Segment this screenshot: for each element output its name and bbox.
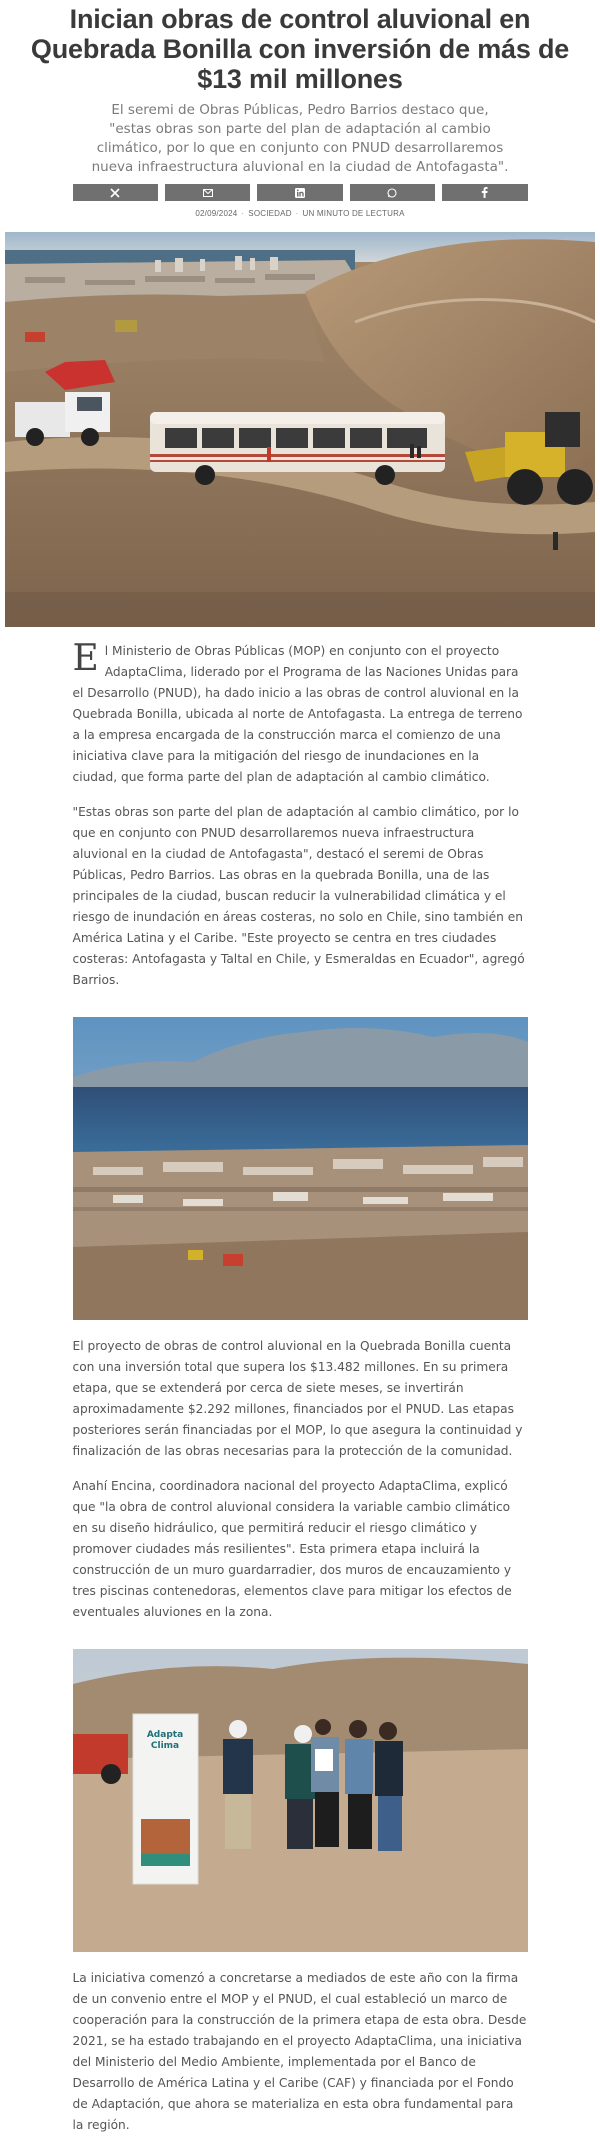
envelope-icon — [203, 189, 213, 197]
article-category-link[interactable]: SOCIEDAD — [248, 209, 292, 218]
banner-brand-line2: Clima — [150, 1741, 179, 1751]
banner-brand-line1: Adapta — [146, 1730, 183, 1740]
share-x-button[interactable] — [73, 184, 158, 201]
paragraph-2: "Estas obras son parte del plan de adaptación al cambio climático, por lo que en conjunto con PNUD desarrollaremos nueva infraestructura aluvional en la ciudad de Antofagasta", destacó el seremi de Obras Públicas, Pedro Barrios. Las obras en la quebrada Bonilla, una de las principales de la ciudad, buscan reducir la vulnerabilidad climática y el riesgo de inundación en áreas costeras, no solo en Chile, sino también en América Latina y el Caribe. "Este proyecto se centra en tres ciudades costeras: Antofagasta y Taltal en Chile, y Esmeraldas en Ecuador", agregó Barrios. — [72, 805, 525, 987]
article-lead: El seremi de Obras Públicas, Pedro Barrios destaco que, "estas obras son parte del plan de adaptación al cambio climático, por lo que en conjunto con PNUD desarrollaremos nueva infraestructura aluvional en la ciudad de Antofagasta". — [91, 102, 509, 175]
paragraph-4: Anahí Encina, coordinadora nacional del proyecto AdaptaClima, explicó que "la obra de control aluvional considera la variable cambio climático en su diseño hidráulico, que permitirá reducir el riesgo climático y promover ciudades más resilientes". Esta primera etapa incluirá la construcción de un muro guardarradier, dos muros de encauzamiento y tres piscinas contenedoras, elementos clave para mitigar los efectos de eventuales aluviones en la zona. — [72, 1479, 512, 1619]
photo-team-with-banner — [73, 1649, 528, 1952]
share-linkedin-button[interactable] — [257, 184, 342, 201]
paragraph-3: El proyecto de obras de control aluvional en la Quebrada Bonilla cuenta con una inversión total que supera los $13.482 millones. En su primera etapa, que se extenderá por cerca de siete meses, se invertirán aproximadamente $2.292 millones, financiados por el PNUD. Las etapas posteriores serán financiadas por el MOP, lo que asegura la continuidad y finalización de las obras necesarias para la protección de la comunidad. — [72, 1339, 523, 1458]
share-whatsapp-button[interactable] — [350, 184, 435, 201]
article-body-2 — [73, 1336, 528, 1623]
linkedin-icon — [295, 188, 305, 198]
reading-time: UN MINUTO DE LECTURA — [302, 209, 405, 218]
article-meta: 02/09/2024 · SOCIEDAD · UN MINUTO DE LECTURA — [195, 209, 405, 218]
x-icon — [110, 188, 120, 198]
article-headline: Inician obras de control aluvional en Quebrada Bonilla con inversión de más de $13 mil millones — [30, 4, 570, 94]
share-facebook-button[interactable] — [442, 184, 527, 201]
photo-coastal-city — [73, 1017, 528, 1320]
facebook-icon — [481, 187, 488, 198]
share-email-button[interactable] — [165, 184, 250, 201]
hero-photo-construction-site — [5, 232, 595, 627]
paragraph-1 — [72, 638, 528, 788]
article-body — [72, 638, 528, 991]
article-page — [0, 4, 600, 2132]
paragraph-5: La iniciativa comenzó a concretarse a mediados de este año con la firma de un convenio entre el MOP y el PNUD, el cual estableció un marco de cooperación para la construcción de la primera etapa de esta obra. Desde 2021, se ha estado trabajando en el proyecto AdaptaClima, una iniciativa del Ministerio del Medio Ambiente, implementada por el Banco de Desarrollo de América Latina y el Caribe (CAF) y financiada por el Fondo de Adaptación, que ahora se materializa en esta obra fundamental para la región. — [72, 1971, 527, 2132]
whatsapp-icon — [387, 188, 397, 198]
share-bar — [73, 184, 528, 201]
article-body-3 — [73, 1968, 528, 2136]
paragraph-1-text: l Ministerio de Obras Públicas (MOP) en conjunto con el proyecto AdaptaClima, liderado por el Programa de las Naciones Unidas para el Desarrollo (PNUD), ha dado inicio a las obras de control aluvional en la Quebrada Bonilla, ubicada al norte de Antofagasta. La entrega de terreno a la empresa encargada de la construcción marca el comienzo de una iniciativa clave para la mitigación del riesgo de inundaciones en la ciudad, que forma parte del plan de adaptación al cambio climático. — [72, 644, 523, 784]
drop-cap: E — [72, 638, 99, 679]
article-date: 02/09/2024 — [195, 209, 238, 218]
